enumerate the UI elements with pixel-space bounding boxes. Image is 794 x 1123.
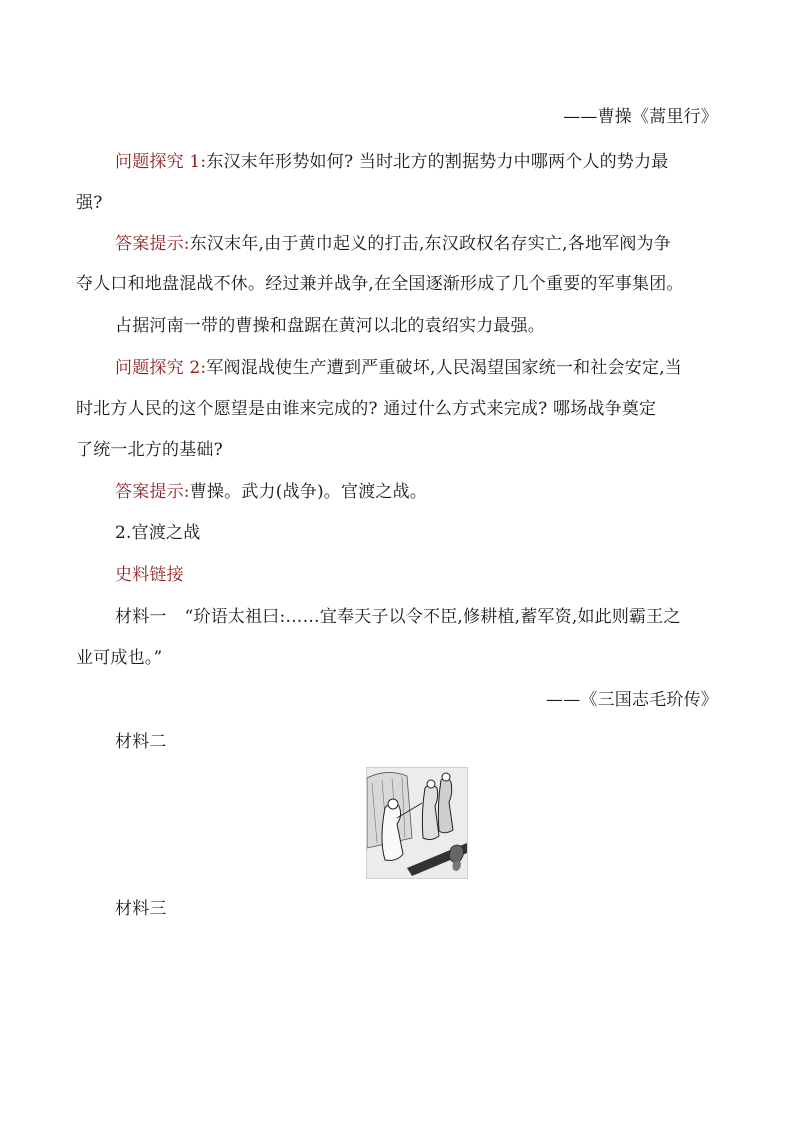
question-2-text-1: 军阀混战使生产遭到严重破坏,人民渴望国家统一和社会安定,当 <box>206 358 682 378</box>
answer-2-line <box>115 481 427 503</box>
question-1-line-1 <box>115 151 668 173</box>
material-2-label: 材料二 <box>115 732 167 752</box>
material-1-source: ——《三国志毛玠传》 <box>546 690 718 710</box>
answer-1-line-2: 夺人口和地盘混战不休。经过兼并战争,在全国逐渐形成了几个重要的军事集团。 <box>76 274 684 294</box>
answer-2-label: 答案提示: <box>115 482 190 502</box>
illustration-drawing <box>367 768 467 878</box>
answer-1-line-1 <box>115 233 671 255</box>
question-1-line-2: 强? <box>76 193 103 213</box>
answer-1-text-1: 东汉末年,由于黄巾起义的打击,东汉政权名存实亡,各地军阀为争 <box>189 234 671 254</box>
answer-1-line-3: 占据河南一带的曹操和盘踞在黄河以北的袁绍实力最强。 <box>115 316 545 336</box>
material-3-label: 材料三 <box>115 899 167 919</box>
answer-1-label: 答案提示: <box>115 234 190 254</box>
question-2-line-1 <box>115 357 682 379</box>
question-2-line-3: 了统一北方的基础? <box>76 440 223 460</box>
historical-link-label: 史料链接 <box>115 565 184 585</box>
question-1-text-1: 东汉末年形势如何? 当时北方的割据势力中哪两个人的势力最 <box>206 152 669 172</box>
section-heading: 2.官渡之战 <box>115 523 201 543</box>
question-1-label: 问题探究 1: <box>115 152 207 172</box>
material-1-label: 材料一 <box>115 607 167 627</box>
poem-source: ——曹操《蒿里行》 <box>563 107 718 127</box>
material-1-line-2: 业可成也。” <box>76 648 163 668</box>
material-1-line-1 <box>115 606 681 628</box>
material-1-text-1: “玠语太祖曰:……宜奉天子以令不臣,修耕植,蓄军资,如此则霸王之 <box>184 607 681 627</box>
question-2-label: 问题探究 2: <box>115 358 207 378</box>
question-2-line-2: 时北方人民的这个愿望是由谁来完成的? 通过什么方式来完成? 哪场战争奠定 <box>76 399 657 419</box>
answer-2-text: 曹操。武力(战争)。官渡之战。 <box>189 482 427 502</box>
historical-illustration <box>366 767 468 879</box>
